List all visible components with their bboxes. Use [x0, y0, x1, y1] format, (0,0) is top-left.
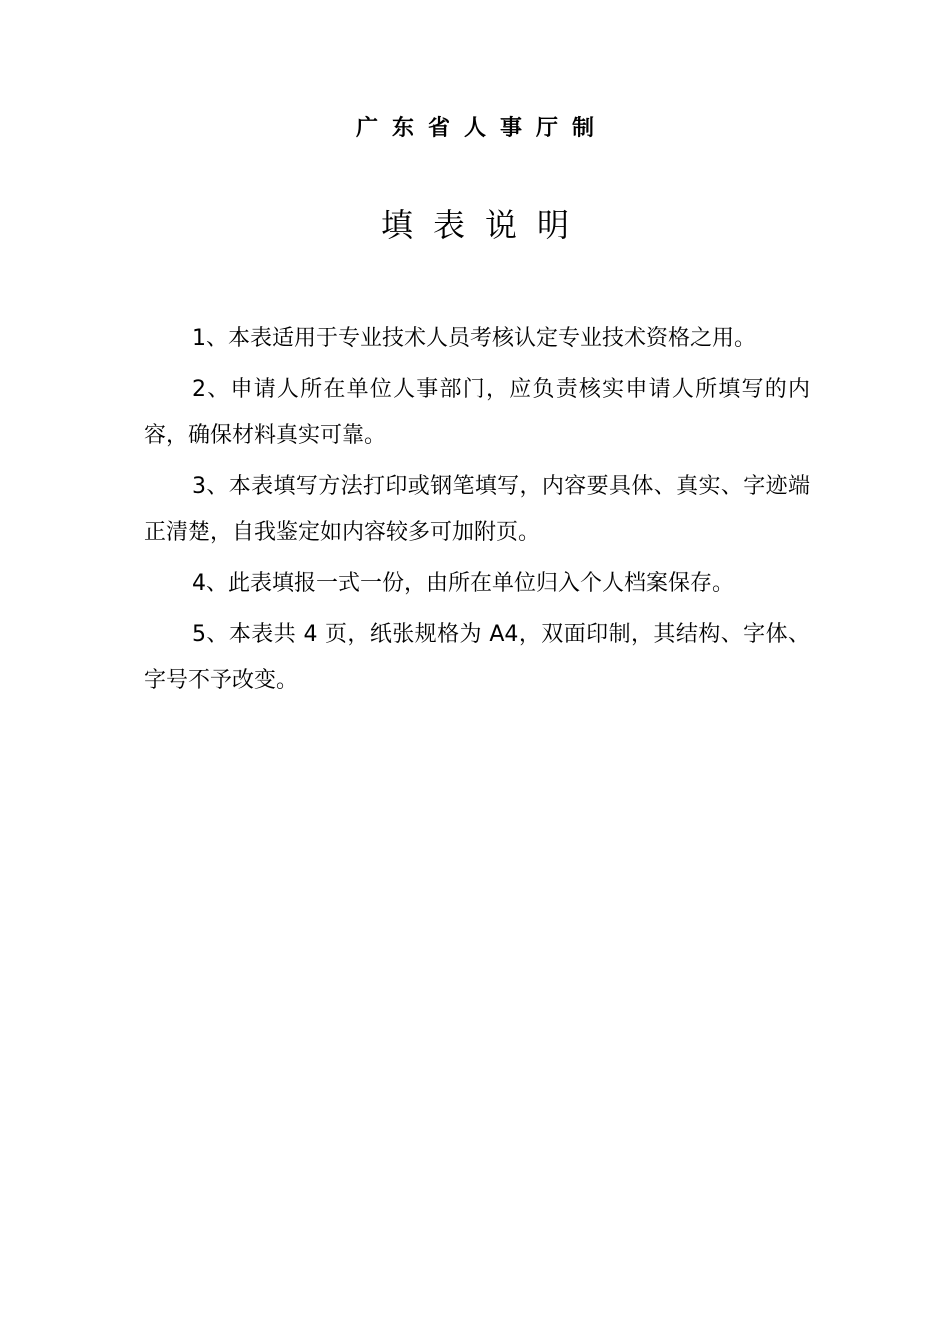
instructions-list — [144, 316, 810, 709]
instruction-item-1: 1、本表适用于专业技术人员考核认定专业技术资格之用。 — [192, 326, 756, 351]
page-title: 填表说明 — [380, 206, 589, 244]
instruction-item-2: 2、申请人所在单位人事部门，应负责核实申请人所填写的内容，确保材料真实可靠。 — [144, 377, 810, 448]
instruction-item-5: 5、本表共 4 页，纸张规格为 A4，双面印制，其结构、字体、字号不予改变。 — [144, 622, 810, 693]
issuer-line: 广东省人事厅制 — [355, 116, 608, 141]
instruction-item-3: 3、本表填写方法打印或钢笔填写，内容要具体、真实、字迹端正清楚，自我鉴定如内容较多可加附页。 — [144, 474, 810, 545]
instruction-item-4: 4、此表填报一式一份，由所在单位归入个人档案保存。 — [192, 571, 734, 596]
